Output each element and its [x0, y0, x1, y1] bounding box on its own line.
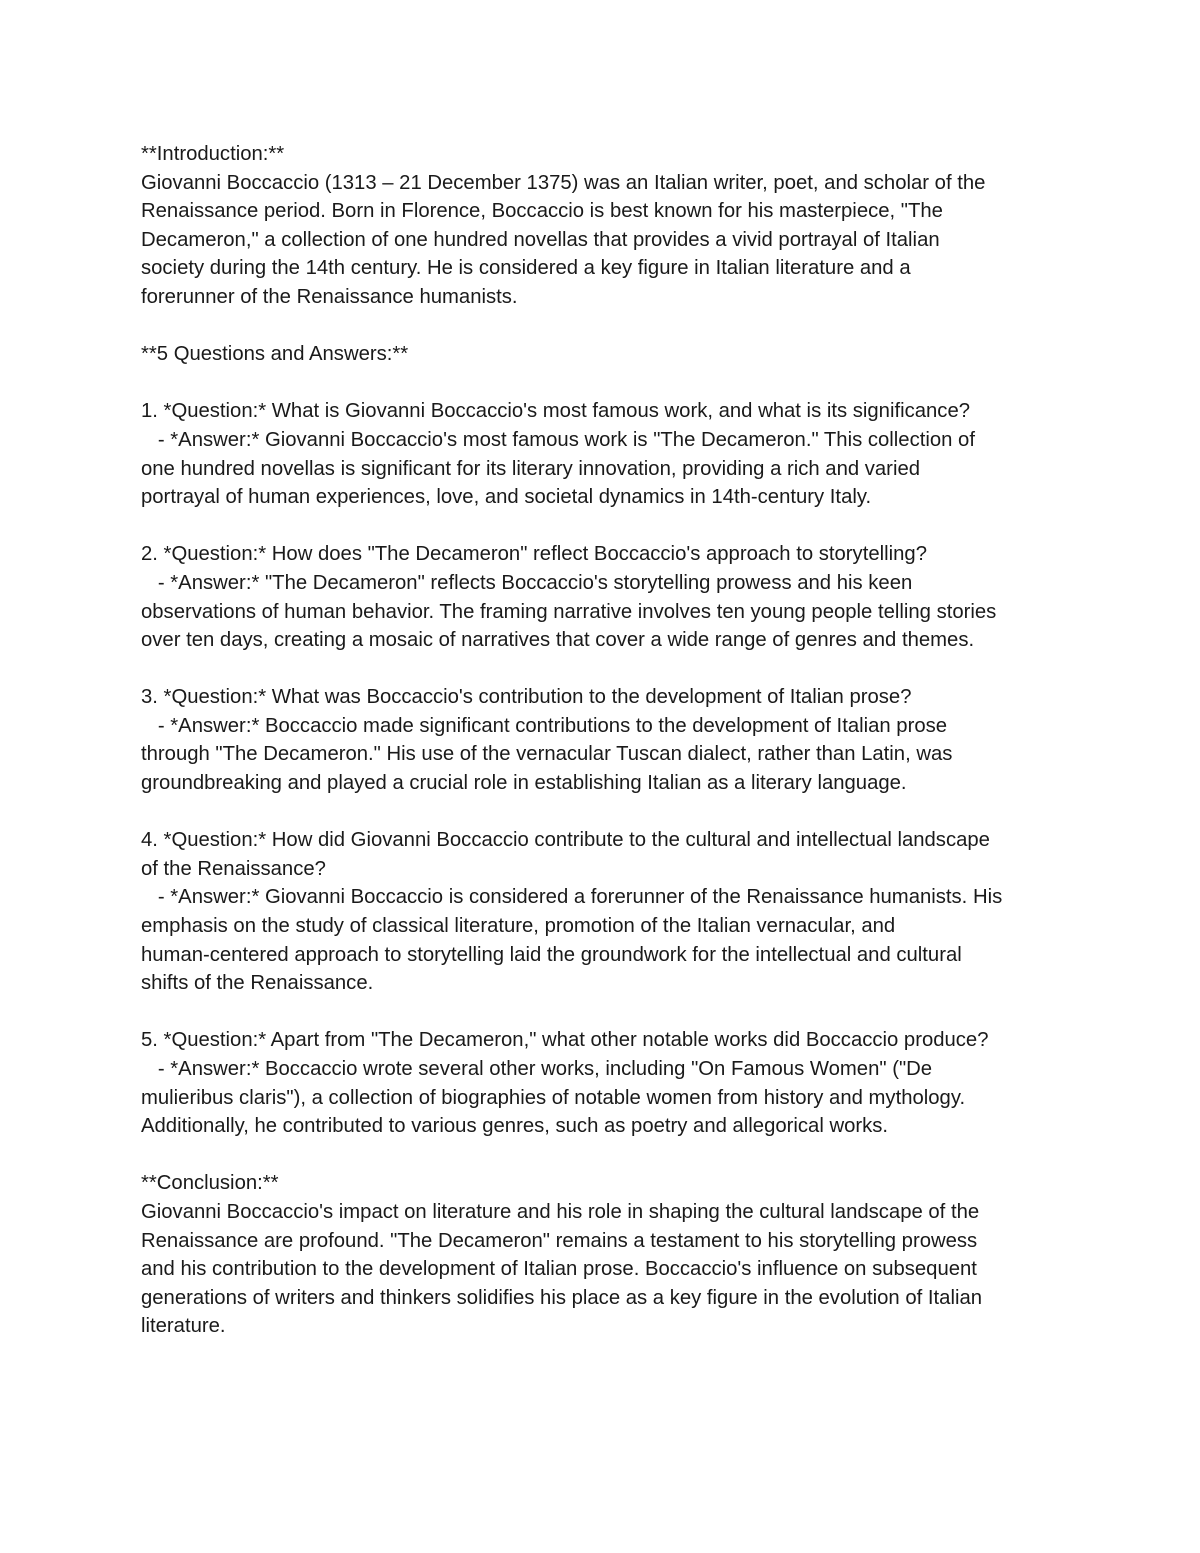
qa-line: groundbreaking and played a crucial role in establishing Italian as a literary language.	[141, 772, 907, 795]
qa-item-1	[141, 397, 1066, 511]
qa-line: - *Answer:* Boccaccio made significant contributions to the development of Italian prose	[141, 714, 948, 737]
qa-line: 3. *Question:* What was Boccaccio's contribution to the development of Italian prose?	[141, 686, 912, 709]
conclusion-line: literature.	[141, 1315, 226, 1338]
qa-line: over ten days, creating a mosaic of narratives that cover a wide range of genres and themes.	[141, 629, 975, 652]
qa-line: Additionally, he contributed to various genres, such as poetry and allegorical works.	[141, 1115, 889, 1138]
qa-line: shifts of the Renaissance.	[141, 972, 374, 995]
introduction-line: society during the 14th century. He is considered a key figure in Italian literature and a	[141, 257, 911, 280]
qa-heading: **5 Questions and Answers:**	[141, 343, 409, 366]
conclusion-section	[141, 1169, 1066, 1341]
qa-line: of the Renaissance?	[141, 857, 326, 880]
qa-item-4	[141, 826, 1066, 998]
qa-item-5	[141, 1026, 1066, 1140]
introduction-line: Giovanni Boccaccio (1313 – 21 December 1375) was an Italian writer, poet, and scholar of the	[141, 171, 986, 194]
qa-line: 1. *Question:* What is Giovanni Boccaccio's most famous work, and what is its significance?	[141, 400, 971, 423]
conclusion-line: generations of writers and thinkers solidifies his place as a key figure in the evolution of Italian	[141, 1286, 983, 1309]
qa-line: portrayal of human experiences, love, and societal dynamics in 14th-century Italy.	[141, 486, 872, 509]
qa-line: - *Answer:* "The Decameron" reflects Boccaccio's storytelling prowess and his keen	[141, 571, 913, 594]
qa-line: 4. *Question:* How did Giovanni Boccaccio contribute to the cultural and intellectual landscape	[141, 829, 990, 852]
document-body	[141, 140, 1066, 1370]
introduction-line: forerunner of the Renaissance humanists.	[141, 285, 518, 308]
qa-line: through "The Decameron." His use of the vernacular Tuscan dialect, rather than Latin, was	[141, 743, 953, 766]
qa-line: - *Answer:* Giovanni Boccaccio's most famous work is "The Decameron." This collection of	[141, 428, 975, 451]
conclusion-line: Giovanni Boccaccio's impact on literature and his role in shaping the cultural landscape of the	[141, 1200, 980, 1223]
qa-line: human-centered approach to storytelling laid the groundwork for the intellectual and cultural	[141, 943, 962, 966]
introduction-line: Renaissance period. Born in Florence, Boccaccio is best known for his masterpiece, "The	[141, 200, 943, 223]
qa-line: one hundred novellas is significant for its literary innovation, providing a rich and varied	[141, 457, 921, 480]
introduction-line: Decameron," a collection of one hundred novellas that provides a vivid portrayal of Italian	[141, 228, 940, 251]
qa-line: observations of human behavior. The framing narrative involves ten young people telling stories	[141, 600, 997, 623]
conclusion-line: and his contribution to the development of Italian prose. Boccaccio's influence on subsequent	[141, 1258, 977, 1281]
qa-line: 5. *Question:* Apart from "The Decameron," what other notable works did Boccaccio produce?	[141, 1029, 989, 1052]
qa-line: emphasis on the study of classical literature, promotion of the Italian vernacular, and	[141, 915, 896, 938]
conclusion-line: Renaissance are profound. "The Decameron" remains a testament to his storytelling prowess	[141, 1229, 978, 1252]
qa-line: 2. *Question:* How does "The Decameron" reflect Boccaccio's approach to storytelling?	[141, 543, 927, 566]
qa-item-3	[141, 683, 1066, 797]
conclusion-heading: **Conclusion:**	[141, 1172, 279, 1195]
introduction-heading: **Introduction:**	[141, 143, 285, 165]
qa-item-2	[141, 540, 1066, 654]
qa-line: - *Answer:* Boccaccio wrote several other works, including "On Famous Women" ("De	[141, 1058, 933, 1080]
introduction-section	[141, 140, 1066, 312]
qa-line: - *Answer:* Giovanni Boccaccio is considered a forerunner of the Renaissance humanists. His	[141, 886, 1003, 909]
qa-heading-section	[141, 340, 1066, 369]
qa-line: mulieribus claris"), a collection of biographies of notable women from history and mythology.	[141, 1086, 966, 1109]
